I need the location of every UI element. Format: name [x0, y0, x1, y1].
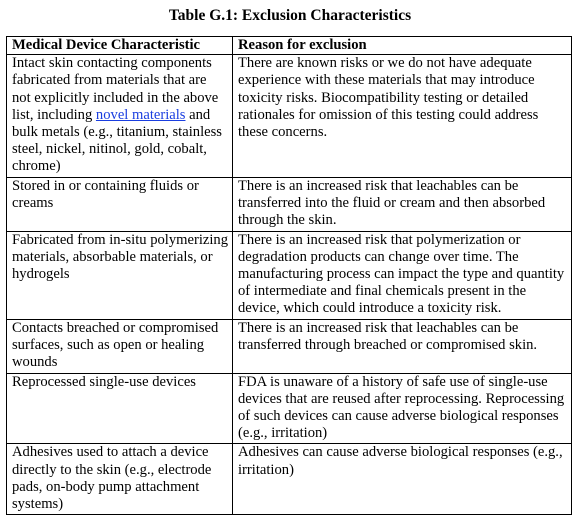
characteristic-cell: Adhesives used to attach a device directly to the skin (e.g., electrode pads, on-body pump attachment systems)	[7, 444, 233, 515]
header-reason: Reason for exclusion	[233, 37, 572, 55]
characteristic-cell: Fabricated from in-situ polymerizing materials, absorbable materials, or hydrogels	[7, 231, 233, 319]
reason-cell: Adhesives can cause adverse biological responses (e.g., irritation)	[233, 444, 572, 515]
reason-cell: There are known risks or we do not have adequate experience with these materials that may introduce toxicity risks. Biocompatibility testing or detailed rationales for omission of this testing could address these concerns.	[233, 55, 572, 177]
characteristic-cell: Contacts breached or compromised surfaces, such as open or healing wounds	[7, 319, 233, 373]
table-row	[7, 177, 572, 231]
table-row	[7, 55, 572, 177]
table-row	[7, 231, 572, 319]
table-row	[7, 373, 572, 444]
characteristic-cell: Reprocessed single-use devices	[7, 373, 233, 444]
header-characteristic: Medical Device Characteristic	[7, 37, 233, 55]
exclusion-characteristics-table	[6, 36, 572, 515]
table-row	[7, 319, 572, 373]
table-header-row	[7, 37, 572, 55]
characteristic-text-after: and bulk metals (e.g., titanium, stainless steel, nickel, nitinol, gold, cobalt, chrome)	[12, 106, 222, 175]
characteristic-cell	[7, 55, 233, 177]
novel-materials-link[interactable]: novel materials	[95, 106, 186, 123]
reason-cell: There is an increased risk that polymerization or degradation products can change over time. The manufacturing process can impact the type and quantity of intermediate and final chemicals present in the device, which could introduce a toxicity risk.	[233, 231, 572, 319]
reason-cell: There is an increased risk that leachables can be transferred into the fluid or cream and then absorbed through the skin.	[233, 177, 572, 231]
table-title: Table G.1: Exclusion Characteristics	[168, 7, 412, 24]
characteristic-text-before: Intact skin contacting components fabricated from materials that are not explicitly included in the above list, including	[12, 55, 219, 123]
table-row	[7, 444, 572, 515]
reason-cell: There is an increased risk that leachables can be transferred through breached or compromised skin.	[233, 319, 572, 373]
reason-cell: FDA is unaware of a history of safe use of single-use devices that are reused after reprocessing. Reprocessing of such devices can cause adverse biological responses (e.g., irritation)	[233, 373, 572, 444]
characteristic-cell: Stored in or containing fluids or creams	[7, 177, 233, 231]
